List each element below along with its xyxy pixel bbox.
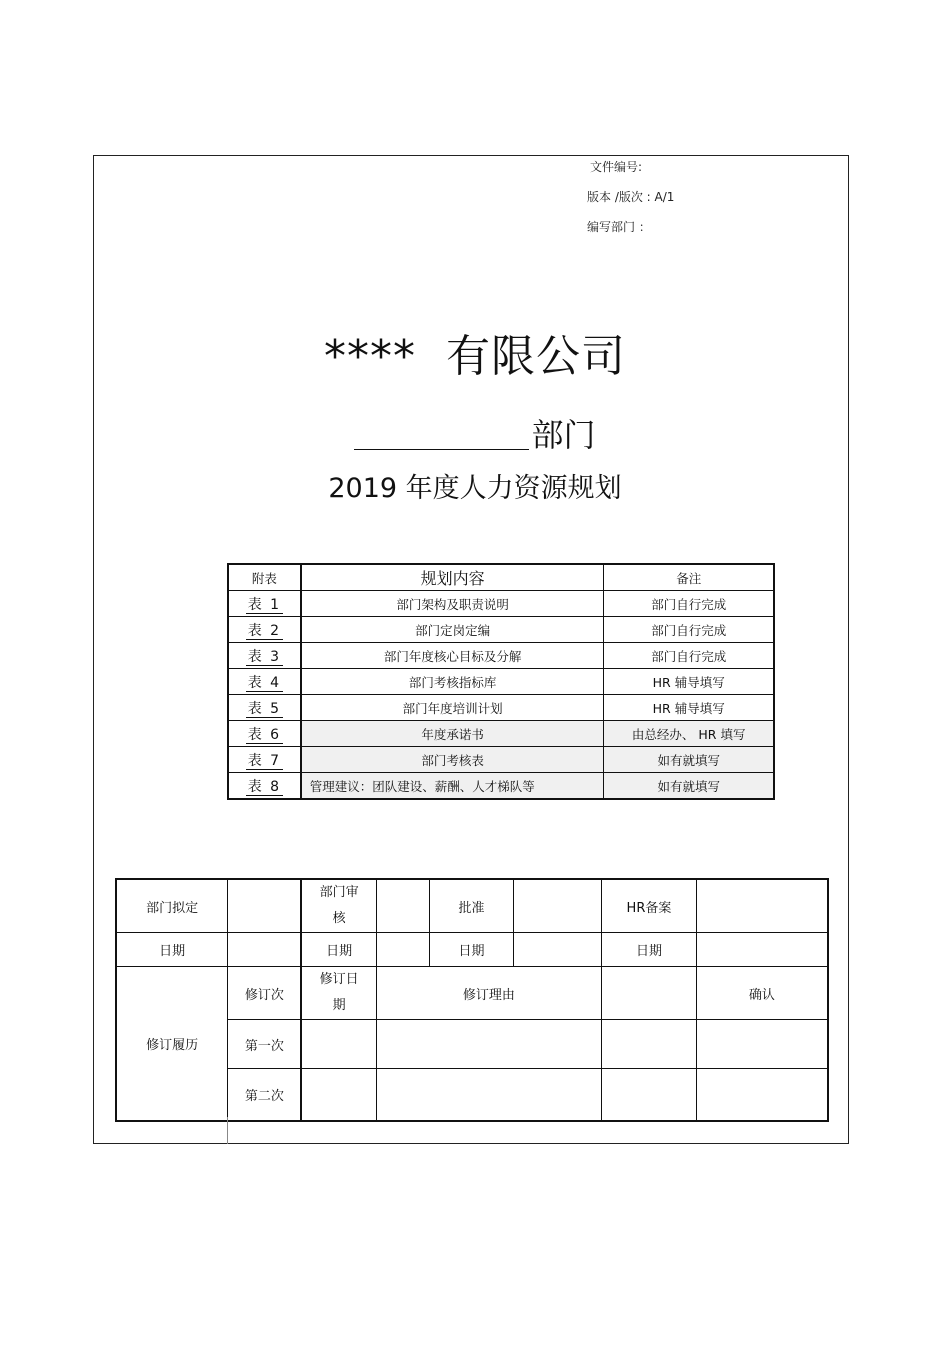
- revision-reason-field[interactable]: [376, 1020, 601, 1069]
- file-number-label: 文件编号:: [590, 160, 643, 174]
- plan-content-cell: 年度承诺书: [301, 721, 604, 747]
- department-title: [0, 410, 950, 456]
- revision-extra-field[interactable]: [602, 1069, 697, 1121]
- confirm-header: 确认: [696, 967, 828, 1020]
- table-row: [116, 967, 828, 1020]
- company-name: 有限公司: [446, 331, 626, 382]
- plan-content-cell: 部门考核表: [301, 747, 604, 773]
- plan-contents-table: [227, 563, 775, 800]
- note-cell: 如有就填写: [604, 773, 774, 800]
- second-revision-label: 第二次: [228, 1069, 302, 1121]
- approval-table: [115, 878, 829, 1122]
- version-label: 版本 /版次 : A/1: [587, 190, 675, 204]
- date-label: 日期: [301, 933, 376, 967]
- revision-reason-field[interactable]: [376, 1069, 601, 1121]
- table-ref-link[interactable]: 表 3: [228, 643, 301, 669]
- note-cell: 部门自行完成: [604, 617, 774, 643]
- company-title: [0, 320, 950, 384]
- table-footer-divider: [115, 1117, 228, 1144]
- revision-date-field[interactable]: [301, 1020, 376, 1069]
- date-label: 日期: [116, 933, 228, 967]
- note-cell: HR 辅导填写: [604, 695, 774, 721]
- revision-date-header: 修订日 期: [301, 967, 376, 1020]
- revision-reason-header: 修订理由: [376, 967, 601, 1020]
- company-stars: ****: [324, 331, 416, 382]
- hr-record-field[interactable]: [696, 879, 828, 933]
- date-label: 日期: [602, 933, 697, 967]
- table-ref-link[interactable]: 表 2: [228, 617, 301, 643]
- note-cell: 如有就填写: [604, 747, 774, 773]
- date-field[interactable]: [514, 933, 602, 967]
- table-row: [228, 591, 774, 617]
- blank-header-cell: [602, 967, 697, 1020]
- table-row: [116, 879, 828, 933]
- review-sign-field[interactable]: [376, 879, 429, 933]
- table-row: [228, 617, 774, 643]
- table-ref-link[interactable]: 表 7: [228, 747, 301, 773]
- note-cell: 部门自行完成: [604, 643, 774, 669]
- revision-confirm-field[interactable]: [696, 1069, 828, 1121]
- date-field[interactable]: [696, 933, 828, 967]
- authoring-dept-label: 编写部门 ：: [587, 220, 651, 234]
- plan-content-cell: 管理建议：团队建设、薪酬、人才梯队等: [301, 773, 604, 800]
- date-field[interactable]: [228, 933, 302, 967]
- table-row: [228, 695, 774, 721]
- first-revision-label: 第一次: [228, 1020, 302, 1069]
- department-blank-line[interactable]: [354, 417, 529, 450]
- table-ref-link[interactable]: 表 6: [228, 721, 301, 747]
- drafted-label: 部门拟定: [116, 879, 228, 933]
- revision-date-field[interactable]: [301, 1069, 376, 1121]
- revision-extra-field[interactable]: [602, 1020, 697, 1069]
- drafted-sign-field[interactable]: [228, 879, 302, 933]
- table-row: [228, 643, 774, 669]
- table-row: [228, 669, 774, 695]
- revision-history-label: 修订履历: [116, 967, 228, 1121]
- approve-label: 批准: [429, 879, 514, 933]
- date-field[interactable]: [376, 933, 429, 967]
- table-ref-link[interactable]: 表 8: [228, 773, 301, 800]
- plan-content-cell: 部门年度培训计划: [301, 695, 604, 721]
- table-ref-link[interactable]: 表 1: [228, 591, 301, 617]
- hr-record-label: HR备案: [602, 879, 697, 933]
- plan-title: 2019 年度人力资源规划: [328, 473, 622, 504]
- plan-content-cell: 部门定岗定编: [301, 617, 604, 643]
- date-label: 日期: [429, 933, 514, 967]
- table-ref-link[interactable]: 表 5: [228, 695, 301, 721]
- plan-content-cell: 部门架构及职责说明: [301, 591, 604, 617]
- revision-no-header: 修订次: [228, 967, 302, 1020]
- header-appendix: 附表: [228, 564, 301, 591]
- header-plan-content: 规划内容: [301, 564, 604, 591]
- note-cell: 由总经办、 HR 填写: [604, 721, 774, 747]
- note-cell: HR 辅导填写: [604, 669, 774, 695]
- plan-content-cell: 部门年度核心目标及分解: [301, 643, 604, 669]
- plan-content-cell: 部门考核指标库: [301, 669, 604, 695]
- table-header-row: [228, 564, 774, 591]
- table-row: [228, 773, 774, 800]
- note-cell: 部门自行完成: [604, 591, 774, 617]
- revision-confirm-field[interactable]: [696, 1020, 828, 1069]
- department-suffix: 部门: [531, 416, 596, 454]
- table-row: [228, 747, 774, 773]
- table-ref-link[interactable]: 表 4: [228, 669, 301, 695]
- approve-sign-field[interactable]: [514, 879, 602, 933]
- header-notes: 备注: [604, 564, 774, 591]
- review-label: 部门审 核: [301, 879, 376, 933]
- table-row: [228, 721, 774, 747]
- table-row: [116, 933, 828, 967]
